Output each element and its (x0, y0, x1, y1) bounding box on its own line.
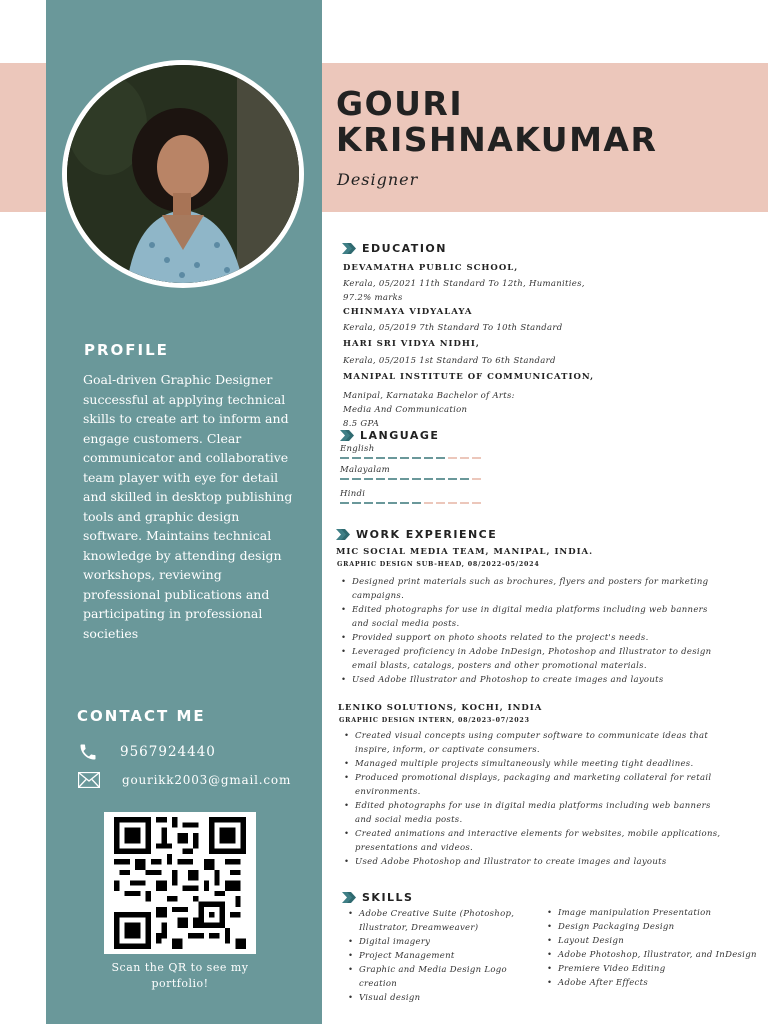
portrait-illustration (67, 65, 299, 283)
list-item: inspire, inform, or captivate consumers. (355, 745, 540, 755)
language-level-segment (388, 502, 397, 504)
education-entry (343, 262, 643, 305)
candidate-name: GOURI KRISHNAKUMAR (336, 84, 658, 159)
job-title: LENIKO SOLUTIONS, KOCHI, INDIA (338, 703, 543, 713)
candidate-role: Designer (337, 170, 419, 189)
language-level-segment (340, 502, 349, 504)
language-name: English (340, 444, 375, 454)
list-item: environments. (355, 787, 421, 797)
list-item: • Edited photographs for use in digital media platforms including web banners (339, 603, 759, 617)
list-item: • Layout Design (545, 934, 768, 948)
list-item: creation (359, 979, 398, 989)
work-heading-label: WORK EXPERIENCE (356, 528, 498, 541)
portfolio-qr-code[interactable] (104, 812, 256, 954)
list-item: Illustrator, Dreamweaver) (359, 923, 479, 933)
email-address: gourikk2003@gmail.com (122, 773, 292, 787)
skills-heading (342, 891, 413, 904)
list-item: • Graphic and Media Design Logo (346, 963, 536, 977)
job-subtitle: GRAPHIC DESIGN INTERN, 08/2023-07/2023 (339, 717, 530, 724)
list-item: • Premiere Video Editing (545, 962, 768, 976)
job-title: MIC SOCIAL MEDIA TEAM, MANIPAL, INDIA. (336, 547, 594, 557)
language-level-segment (352, 502, 361, 504)
language-level-segment (364, 502, 373, 504)
language-level-segment (448, 502, 457, 504)
language-level-segment (448, 478, 457, 480)
language-level-segment (376, 457, 385, 459)
header-band-left (0, 63, 46, 212)
profile-text: Goal-driven Graphic Designer successful at applying technical skills to create art to inform and engage customers. Clear communicator and collaborative team player with eye for detail and skilled in desktop publishing tools and graphic design software. Maintains technical knowledge by attending design workshops, reviewing professional publications and participating in professional societies (83, 372, 293, 641)
education-heading-label: EDUCATION (362, 242, 447, 255)
list-item: • Adobe Photoshop, Illustrator, and InDesign (545, 948, 768, 962)
list-item: campaigns. (352, 591, 405, 601)
education-detail: 97.2% marks (343, 293, 403, 303)
language-level-segment (424, 478, 433, 480)
list-item: • Project Management (346, 949, 536, 963)
list-item: • Edited photographs for use in digital media platforms including web banners (342, 799, 762, 813)
language-level-segment (460, 457, 469, 459)
education-detail: Manipal, Karnataka Bachelor of Arts: (343, 391, 515, 401)
language-level-segment (364, 478, 373, 480)
language-heading-label: LANGUAGE (360, 429, 440, 442)
education-detail: 8.5 GPA (343, 419, 380, 429)
language-level-segment (400, 502, 409, 504)
language-level-segment (388, 457, 397, 459)
profile-photo (67, 65, 299, 283)
language-level-segment (460, 502, 469, 504)
language-level-segment (352, 457, 361, 459)
education-entry (343, 338, 643, 368)
list-item: • Adobe Creative Suite (Photoshop, (346, 907, 536, 921)
language-level-bar (340, 478, 490, 480)
education-school: DEVAMATHA PUBLIC SCHOOL, (343, 263, 519, 273)
list-item: email blasts, catalogs, posters and other promotional materials. (352, 661, 647, 671)
language-level-segment (352, 478, 361, 480)
list-item: • Used Adobe Illustrator and Photoshop to create images and layouts (339, 673, 759, 687)
language-item (340, 444, 490, 459)
language-level-bar (340, 502, 490, 504)
education-school: HARI SRI VIDYA NIDHI, (343, 339, 480, 349)
list-item: and social media posts. (355, 815, 463, 825)
list-item: • Produced promotional displays, packaging and marketing collateral for retail (342, 771, 762, 785)
language-name: Hindi (340, 489, 366, 499)
language-level-segment (412, 457, 421, 459)
language-level-bar (340, 457, 490, 459)
language-level-segment (340, 457, 349, 459)
language-level-segment (376, 478, 385, 480)
language-level-segment (376, 502, 385, 504)
skills-list-left (346, 907, 536, 1005)
language-level-segment (412, 478, 421, 480)
chevron-right-icon (342, 892, 358, 903)
education-school: MANIPAL INSTITUTE OF COMMUNICATION, (343, 372, 595, 382)
skills-list-right (545, 906, 768, 990)
job-bullets (339, 575, 759, 687)
education-list (343, 262, 643, 431)
chevron-right-icon (342, 243, 358, 254)
email-row[interactable] (78, 772, 291, 788)
list-item: • Provided support on photo shoots related to the project's needs. (339, 631, 759, 645)
language-level-segment (436, 502, 445, 504)
phone-icon (78, 742, 98, 762)
profile-photo-frame (62, 60, 304, 288)
language-level-segment (364, 457, 373, 459)
education-detail: Kerala, 05/2019 7th Standard To 10th Standard (343, 323, 563, 333)
list-item: and social media posts. (352, 619, 460, 629)
job-bullets (342, 729, 762, 869)
list-item: • Created animations and interactive elements for websites, mobile applications, (342, 827, 762, 841)
list-item: • Designed print materials such as brochures, flyers and posters for marketing (339, 575, 759, 589)
chevron-right-icon (336, 529, 352, 540)
language-item (340, 465, 490, 480)
education-entry (343, 306, 643, 335)
work-heading (336, 528, 497, 541)
list-item: • Adobe After Effects (545, 976, 768, 990)
job-subtitle: GRAPHIC DESIGN SUB-HEAD, 08/2022-05/2024 (337, 561, 540, 568)
mail-icon (78, 772, 100, 788)
list-item: • Used Adobe Photoshop and Illustrator to create images and layouts (342, 855, 762, 869)
education-heading (342, 242, 447, 255)
language-level-segment (472, 457, 481, 459)
education-detail: Media And Communication (343, 405, 468, 415)
education-detail: Kerala, 05/2015 1st Standard To 6th Standard (343, 356, 556, 366)
education-detail: Kerala, 05/2021 11th Standard To 12th, Humanities, (343, 279, 585, 289)
language-level-segment (340, 478, 349, 480)
list-item: • Image manipulation Presentation (545, 906, 768, 920)
language-heading (340, 429, 439, 442)
list-item: • Leveraged proficiency in Adobe InDesign, Photoshop and Illustrator to design (339, 645, 759, 659)
language-name: Malayalam (340, 465, 390, 475)
education-school: CHINMAYA VIDYALAYA (343, 307, 473, 317)
phone-number: 9567924440 (120, 744, 216, 760)
contact-heading: CONTACT ME (77, 707, 206, 725)
language-level-segment (424, 457, 433, 459)
education-entry (343, 371, 643, 431)
language-level-segment (388, 478, 397, 480)
language-level-segment (436, 478, 445, 480)
language-level-segment (400, 478, 409, 480)
qr-caption: Scan the QR to see my portfolio! (111, 961, 249, 990)
profile-heading: PROFILE (84, 341, 169, 359)
language-level-segment (400, 457, 409, 459)
list-item: • Created visual concepts using computer software to communicate ideas that (342, 729, 762, 743)
qr-code-icon (109, 817, 251, 949)
language-item (340, 489, 490, 504)
list-item: • Managed multiple projects simultaneously while meeting tight deadlines. (342, 757, 762, 771)
language-level-segment (472, 478, 481, 480)
phone-row[interactable] (78, 742, 216, 762)
skills-heading-label: SKILLS (362, 891, 414, 904)
list-item: • Design Packaging Design (545, 920, 768, 934)
language-level-segment (412, 502, 421, 504)
list-item: • Digital imagery (346, 935, 536, 949)
chevron-right-icon (340, 430, 356, 441)
list-item: presentations and videos. (355, 843, 474, 853)
language-level-segment (460, 478, 469, 480)
language-level-segment (436, 457, 445, 459)
language-level-segment (472, 502, 481, 504)
language-level-segment (448, 457, 457, 459)
list-item: • Visual design (346, 991, 536, 1005)
language-level-segment (424, 502, 433, 504)
